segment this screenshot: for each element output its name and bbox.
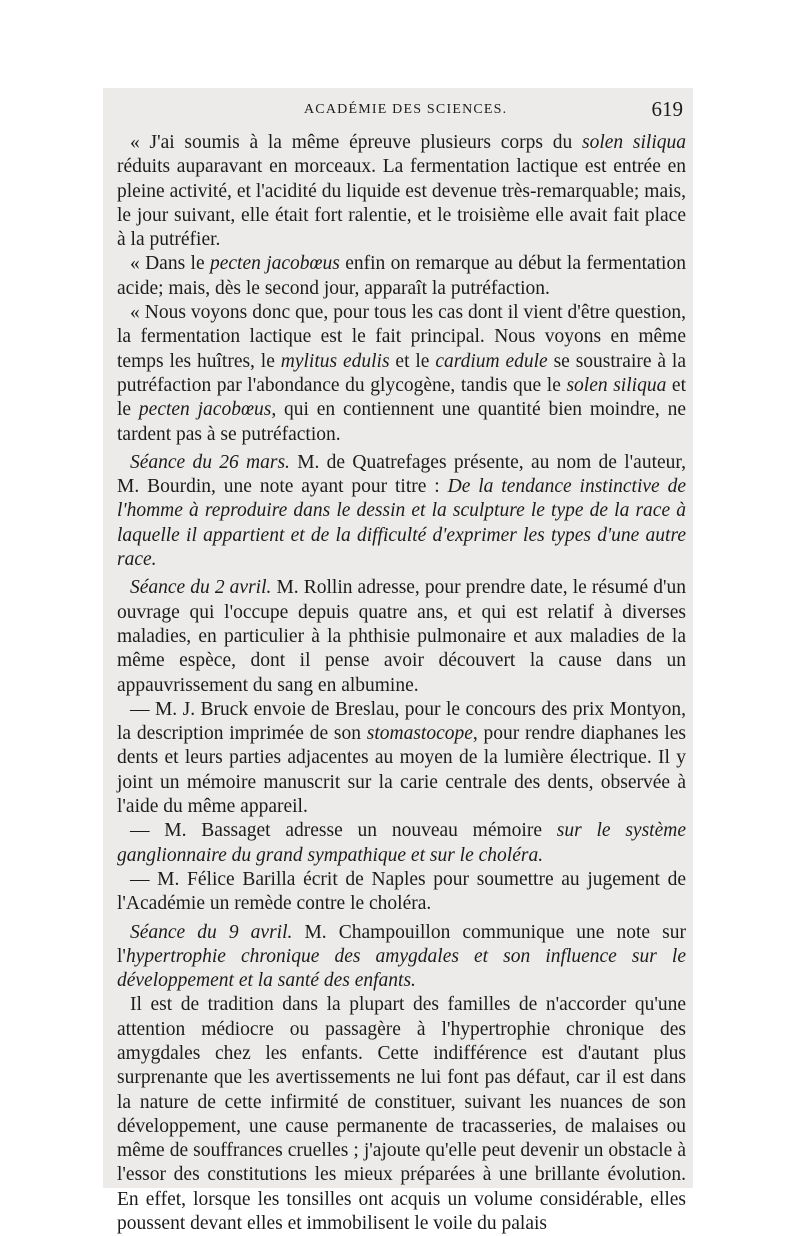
text-run: — M. Félice Barilla écrit de Naples pour soumettre au jugement de l'Académie un remède contre le choléra. (117, 868, 686, 915)
species-name: cardium edule (435, 350, 548, 372)
text-run: « Dans le (130, 253, 210, 275)
text-run: « J'ai soumis à la même épreuve plusieurs corps du (130, 132, 582, 153)
text-run: M. Champouillon communique une note sur l' (117, 921, 686, 967)
paragraph-amygdales (117, 993, 686, 1236)
page-body (117, 131, 686, 1236)
paragraph-pecten (117, 252, 686, 301)
text-run: et le (389, 350, 436, 372)
session-date: Séance du 26 mars. (130, 451, 290, 473)
text-run: et le (117, 374, 686, 421)
text-run: se soustraire à la putréfaction par l'abondance du glycogène, tandis que le (117, 350, 686, 396)
paragraph-conclusion (117, 301, 686, 447)
memoir-title: sur le système ganglionnaire du grand sympathique et sur le choléra. (117, 820, 686, 866)
text-run: M. Rollin adresse, pour prendre date, le résumé d'un ouvrage qui l'occupe depuis quatre ans, et qui est relatif à diverses maladies, en particulier à la phthisie pulmonaire et aux maladies de la même espèce, dont il pense avoir découvert la cause dans un appauvrissement du sang en albumine. (117, 577, 686, 696)
species-name: mylitus edulis (280, 350, 390, 372)
text-run: , qui en contiennent une quantité bien moindre, ne tardent pas à se putréfaction. (117, 399, 686, 445)
text-run: réduits auparavant en morceaux. La fermentation lactique est entrée en pleine activité, et l'acidité du liquide est devenue très-remarquable; mais, le jour suivant, elle était fort ralentie, et le troisième elle avait fait place à la putréfier. (117, 156, 686, 251)
page-number: 619 (651, 97, 683, 121)
session-date: Séance du 2 avril. (130, 577, 272, 599)
instrument-name: stomastocope (366, 723, 473, 745)
paragraph-seance-9-avril (117, 921, 686, 994)
text-run: « Nous voyons donc que, pour tous les cas dont il vient d'être question, la fermentation lactique est le fait principal. Nous voyons en même temps les huîtres, le (117, 302, 686, 372)
text-run: enfin on remarque au début la fermentation acide; mais, dès le second jour, apparaît la putréfaction. (117, 253, 686, 299)
note-title: De la tendance instinctive de l'homme à reproduire dans le dessin et la sculpture le type de la race à laquelle il appartient et de la difficulté d'exprimer les types d'une autre race. (117, 476, 686, 571)
paragraph-barilla (117, 868, 686, 917)
paragraph-seance-2-avril (117, 576, 686, 697)
running-head (118, 97, 683, 126)
running-title: ACADÉMIE DES SCIENCES. (304, 102, 508, 117)
note-title: hypertrophie chronique des amygdales et son influence sur le développement et la santé des enfants. (117, 945, 686, 992)
session-date: Séance du 9 avril. (130, 921, 293, 943)
species-name: solen siliqua (581, 132, 686, 153)
text-run: Il est de tradition dans la plupart des familles de n'accorder qu'une attention médiocre ou passagère à l'hypertrophie chronique des amygdales chez les enfants. Cette indifférence est d'autant plus surprenante que les avertissements ne lui font pas défaut, car il est dans la nature de cette infirmité de constituer, suivant les nuances de son développement, une cause permanente de tracasseries, de malaises ou même de souffrances cruelles ; j'ajoute qu'elle peut devenir un obstacle à l'essor des constitutions les mieux préparées à une brillante évolution. En effet, lorsque les tonsilles ont acquis un volume considérable, elles poussent devant elles et immobilisent le voile du palais (117, 994, 686, 1235)
species-name: pecten jacobœus (209, 253, 340, 275)
paragraph-solen (117, 131, 686, 252)
species-name: pecten jacobœus (138, 399, 272, 421)
paragraph-seance-26-mars (117, 451, 686, 572)
species-name: solen siliqua (566, 374, 667, 396)
paragraph-bruck (117, 698, 686, 819)
text-run: , pour rendre diaphanes les dents et leurs parties adjacentes au moyen de la lumière électrique. Il y joint un mémoire manuscrit sur la carie centrale des dents, observée à l'aide du même appareil. (117, 723, 686, 818)
text-run: — M. Bassaget adresse un nouveau mémoire (130, 820, 557, 842)
text-run: — M. J. Bruck envoie de Breslau, pour le concours des prix Montyon, la description imprimée de son (117, 698, 686, 745)
text-run: M. de Quatrefages présente, au nom de l'auteur, M. Bourdin, une note ayant pour titre : (117, 451, 686, 498)
paragraph-bassaget (117, 819, 686, 868)
